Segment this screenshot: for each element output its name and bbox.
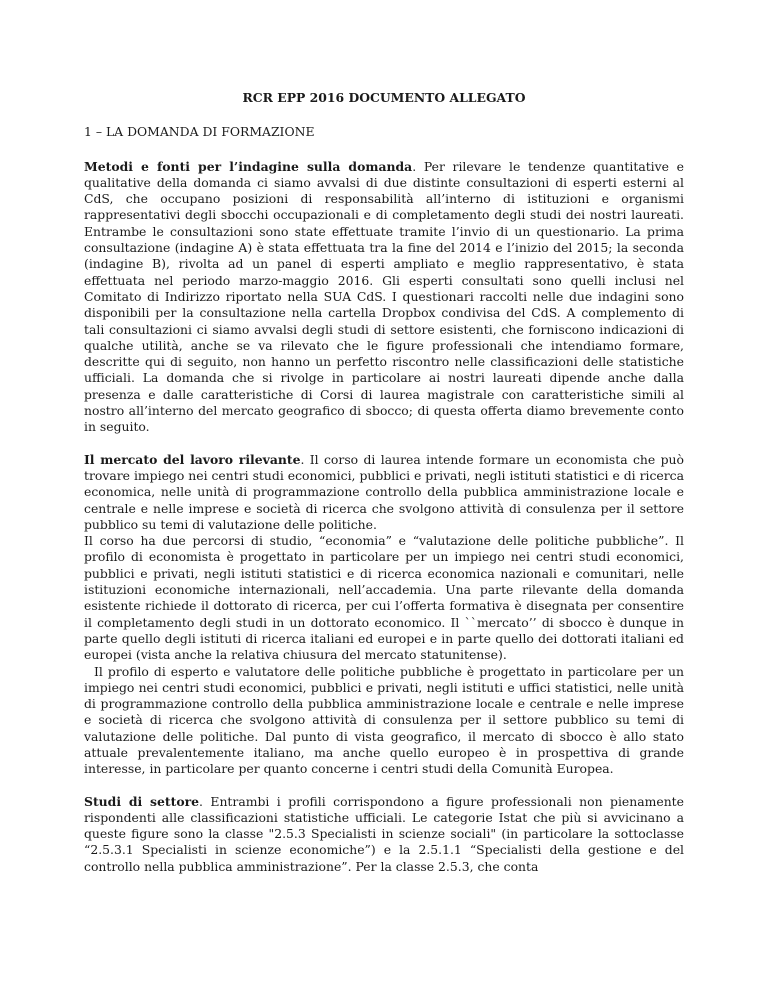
- paragraph-lead: Studi di settore: [84, 793, 200, 809]
- paragraph-text: Il profilo di esperto e valutatore delle politiche pubbliche è progettato in particolare per un impiego nei centri studi economici, pubblici e privati, negli istituti e uffici statistici, nelle unità di programmazione controllo della pubblica amministrazione locale e centrale e nelle imprese e società di ricerca che svolgono attività di consulenza per il settore pubblico su temi di valutazione delle politiche. Dal punto di vista geografico, il mercato di sbocco è allo stato attuale prevalentemente italiano, ma anche quello europeo è in prospettiva di grande interesse, in particolare per quanto concerne i centri studi della Comunità Europea.: [84, 663, 684, 777]
- paragraph-text: Il corso ha due percorsi di studio, “economia” e “valutazione delle politiche pubbliche”. Il profilo di economista è progettato in particolare per un impiego nei centri studi economici, pubblici e privati, negli istituti statistici e di ricerca economica nazionali e comunitari, nelle istituzioni economiche internazionali, nell’accademia. Una parte rilevante della domanda esistente richiede il dottorato di ricerca, per cui l’offerta formativa è disegnata per consentire il completamento degli studi in un dottorato economico. Il ``mercato’’ di sbocco è dunque in parte quello degli istituti di ricerca italiani ed europei e in parte quello dei dottorati italiani ed europei (vista anche la relativa chiusura del mercato statunitense).: [84, 533, 684, 663]
- paragraph-metodi-fonti: [84, 159, 684, 436]
- paragraph-percorsi-studio: [84, 533, 684, 663]
- paragraph-text: . Entrambi i profili corrispondono a figure professionali non pienamente rispondenti alle classificazioni statistiche ufficiali. Le categorie Istat che più si avvicinano a queste figure sono la classe "2.5.3 Specialisti in scienze sociali" (in particolare la sottoclasse “2.5.3.1 Specialisti in scienze economiche”) e la 2.5.1.1 “Specialisti della gestione e del controllo nella pubblica amministrazione”. Per la classe 2.5.3, che conta: [84, 793, 684, 874]
- paragraph-profilo-valutatore: [84, 664, 684, 778]
- document-title: RCR EPP 2016 DOCUMENTO ALLEGATO: [242, 90, 526, 105]
- paragraph-mercato-lavoro: [84, 452, 684, 533]
- paragraph-lead: Metodi e fonti per l’indagine sulla domanda: [84, 158, 413, 174]
- paragraph-lead: Il mercato del lavoro rilevante: [84, 451, 301, 467]
- section-heading: 1 – LA DOMANDA DI FORMAZIONE: [84, 124, 315, 140]
- paragraph-text: . Il corso di laurea intende formare un economista che può trovare impiego nei centri studi economici, pubblici e privati, negli istituti statistici e di ricerca economica, nelle unità di programmazione controllo della pubblica amministrazione locale e centrale e nelle imprese e società di ricerca che svolgono attività di consulenza per il settore pubblico su temi di valutazione delle politiche.: [84, 451, 684, 532]
- paragraph-studi-settore: [84, 794, 684, 875]
- paragraph-text: . Per rilevare le tendenze quantitative e qualitative della domanda ci siamo avvalsi di due distinte consultazioni di esperti esterni al CdS, che occupano posizioni di responsabilità all’interno di istituzioni e organismi rappresentativi degli sbocchi occupazionali e di completamento degli studi dei nostri laureati. Entrambe le consultazioni sono state effettuate tramite l’invio di un questionario. La prima consultazione (indagine A) è stata effettuata tra la fine del 2014 e l’inizio del 2015; la seconda (indagine B), rivolta ad un panel di esperti ampliato e meglio rappresentativo, è stata effettuata nel periodo marzo-maggio 2016. Gli esperti consultati sono quelli inclusi nel Comitato di Indirizzo riportato nella SUA CdS. I questionari raccolti nelle due indagini sono disponibili per la consultazione nella cartella Dropbox condivisa del CdS. A complemento di tali consultazioni ci siamo avvalsi degli studi di settore esistenti, che forniscono indicazioni di qualche utilità, anche se va rilevato che le figure professionali che intendiamo formare, descritte qui di seguito, non hanno un perfetto riscontro nelle classificazioni delle statistiche ufficiali. La domanda che si rivolge in particolare ai nostri laureati dipende anche dalla presenza e dalle caratteristiche di Corsi di laurea magistrale con caratteristiche simili al nostro all’interno del mercato geografico di sbocco; di questa offerta diamo brevemente conto in seguito.: [84, 158, 684, 435]
